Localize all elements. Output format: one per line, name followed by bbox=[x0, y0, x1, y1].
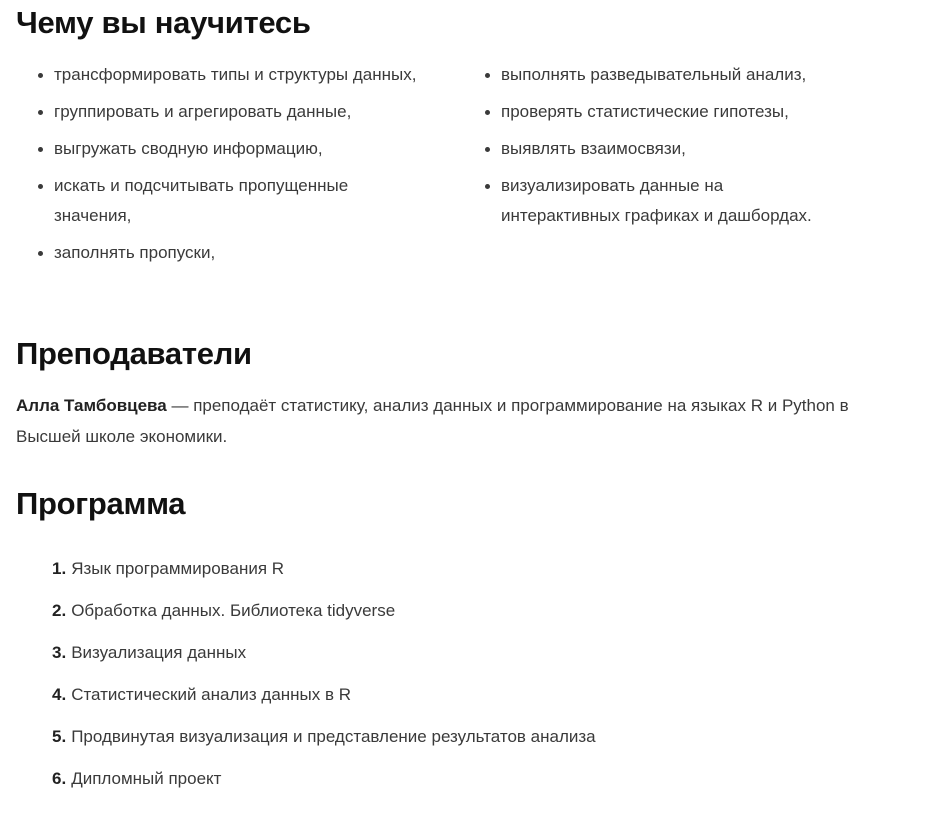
bullet-icon bbox=[38, 184, 43, 189]
bullet-icon bbox=[38, 73, 43, 78]
program-item-number: 2. bbox=[52, 601, 67, 620]
skill-item bbox=[463, 171, 841, 231]
program-item-text: Обработка данных. Библиотека tidyverse bbox=[71, 601, 396, 620]
skills-column-right bbox=[463, 60, 903, 275]
skill-item bbox=[16, 97, 463, 127]
skill-text: выполнять разведывательный анализ, bbox=[501, 65, 807, 84]
skill-text: группировать и агрегировать данные, bbox=[54, 102, 352, 121]
program-item-number: 5. bbox=[52, 727, 67, 746]
bullet-icon bbox=[38, 110, 43, 115]
skill-item bbox=[463, 60, 903, 90]
skill-text: трансформировать типы и структуры данных, bbox=[54, 65, 417, 84]
skills-list bbox=[16, 60, 922, 275]
program-heading: Программа bbox=[16, 486, 186, 521]
skill-item bbox=[463, 134, 903, 164]
skill-item bbox=[16, 171, 374, 231]
program-item-text: Визуализация данных bbox=[71, 643, 247, 662]
skill-text: искать и подсчитывать пропущенные значения, bbox=[54, 176, 349, 225]
teacher-description: — преподаёт статистику, анализ данных и программирование на языках R и Python в Высшей школе экономики. bbox=[16, 396, 849, 446]
program-item-text: Дипломный проект bbox=[71, 769, 222, 788]
learn-heading: Чему вы научитесь bbox=[16, 5, 311, 40]
skill-text: визуализировать данные на интерактивных графиках и дашбордах. bbox=[501, 176, 812, 225]
skill-item bbox=[16, 134, 463, 164]
bullet-icon bbox=[485, 184, 490, 189]
skill-text: выявлять взаимосвязи, bbox=[501, 139, 686, 158]
program-item bbox=[16, 595, 596, 627]
skill-text: выгружать сводную информацию, bbox=[54, 139, 323, 158]
program-item-number: 6. bbox=[52, 769, 67, 788]
program-item-text: Язык программирования R bbox=[71, 559, 285, 578]
skill-text: проверять статистические гипотезы, bbox=[501, 102, 789, 121]
skills-column-left bbox=[16, 60, 463, 275]
skill-text: заполнять пропуски, bbox=[54, 243, 216, 262]
skill-item bbox=[16, 60, 463, 90]
teachers-heading: Преподаватели bbox=[16, 336, 252, 371]
teacher-bio bbox=[16, 390, 916, 452]
program-item-number: 3. bbox=[52, 643, 67, 662]
bullet-icon bbox=[485, 73, 490, 78]
bullet-icon bbox=[485, 110, 490, 115]
program-item-number: 1. bbox=[52, 559, 67, 578]
bullet-icon bbox=[485, 147, 490, 152]
program-item-text: Статистический анализ данных в R bbox=[71, 685, 352, 704]
program-item bbox=[16, 679, 596, 711]
program-item bbox=[16, 763, 596, 795]
program-item bbox=[16, 637, 596, 669]
skill-item bbox=[463, 97, 903, 127]
bullet-icon bbox=[38, 147, 43, 152]
program-item bbox=[16, 553, 596, 585]
skill-item bbox=[16, 238, 463, 268]
teacher-name: Алла Тамбовцева bbox=[16, 396, 167, 415]
program-item-text: Продвинутая визуализация и представление результатов анализа bbox=[71, 727, 596, 746]
program-item-number: 4. bbox=[52, 685, 67, 704]
program-list bbox=[16, 553, 596, 805]
program-item bbox=[16, 721, 596, 753]
bullet-icon bbox=[38, 251, 43, 256]
